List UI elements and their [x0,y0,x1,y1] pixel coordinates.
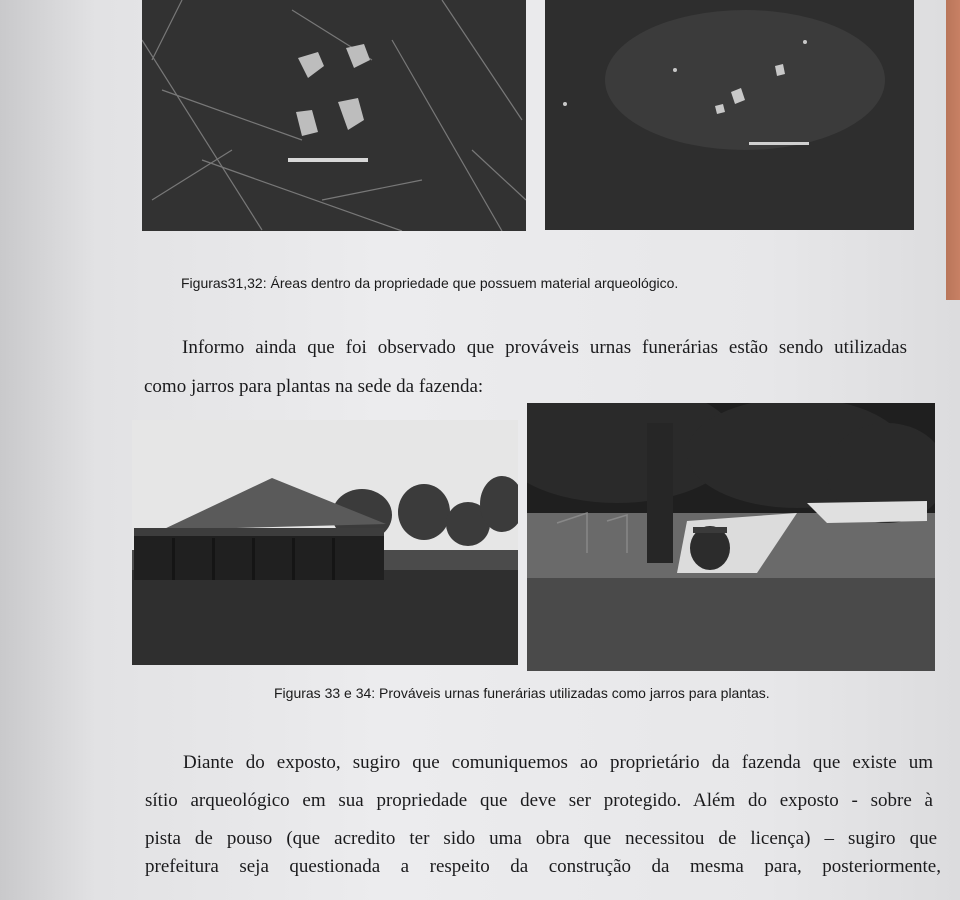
paragraph-2-line-2: sítio arqueológico em sua propriedade que deve ser protegido. Além do exposto - sobre à [145,790,933,811]
photo-figure-34 [527,403,935,671]
figure-33-34-caption: Figuras 33 e 34: Prováveis urnas funerárias utilizadas como jarros para plantas. [274,685,770,701]
photo-figure-31 [142,0,526,231]
page-edge-background [946,0,960,300]
paragraph-1-line-2: como jarros para plantas na sede da fazenda: [144,376,484,397]
photo-figure-32 [545,0,914,230]
figure-31-32-caption: Figuras31,32: Áreas dentro da propriedade que possuem material arqueológico. [181,275,679,291]
paragraph-2-line-4: prefeitura seja questionada a respeito da construção da mesma para, posteriormente, [145,856,941,877]
paragraph-2-line-1: Diante do exposto, sugiro que comuniquemos ao proprietário da fazenda que existe um [183,752,933,773]
paragraph-1-line-1: Informo ainda que foi observado que prováveis urnas funerárias estão sendo utilizadas [182,337,907,358]
photo-figure-33 [132,420,518,665]
paragraph-2-line-3: pista de pouso (que acredito ter sido uma obra que necessitou de licença) – sugiro que [145,828,937,849]
